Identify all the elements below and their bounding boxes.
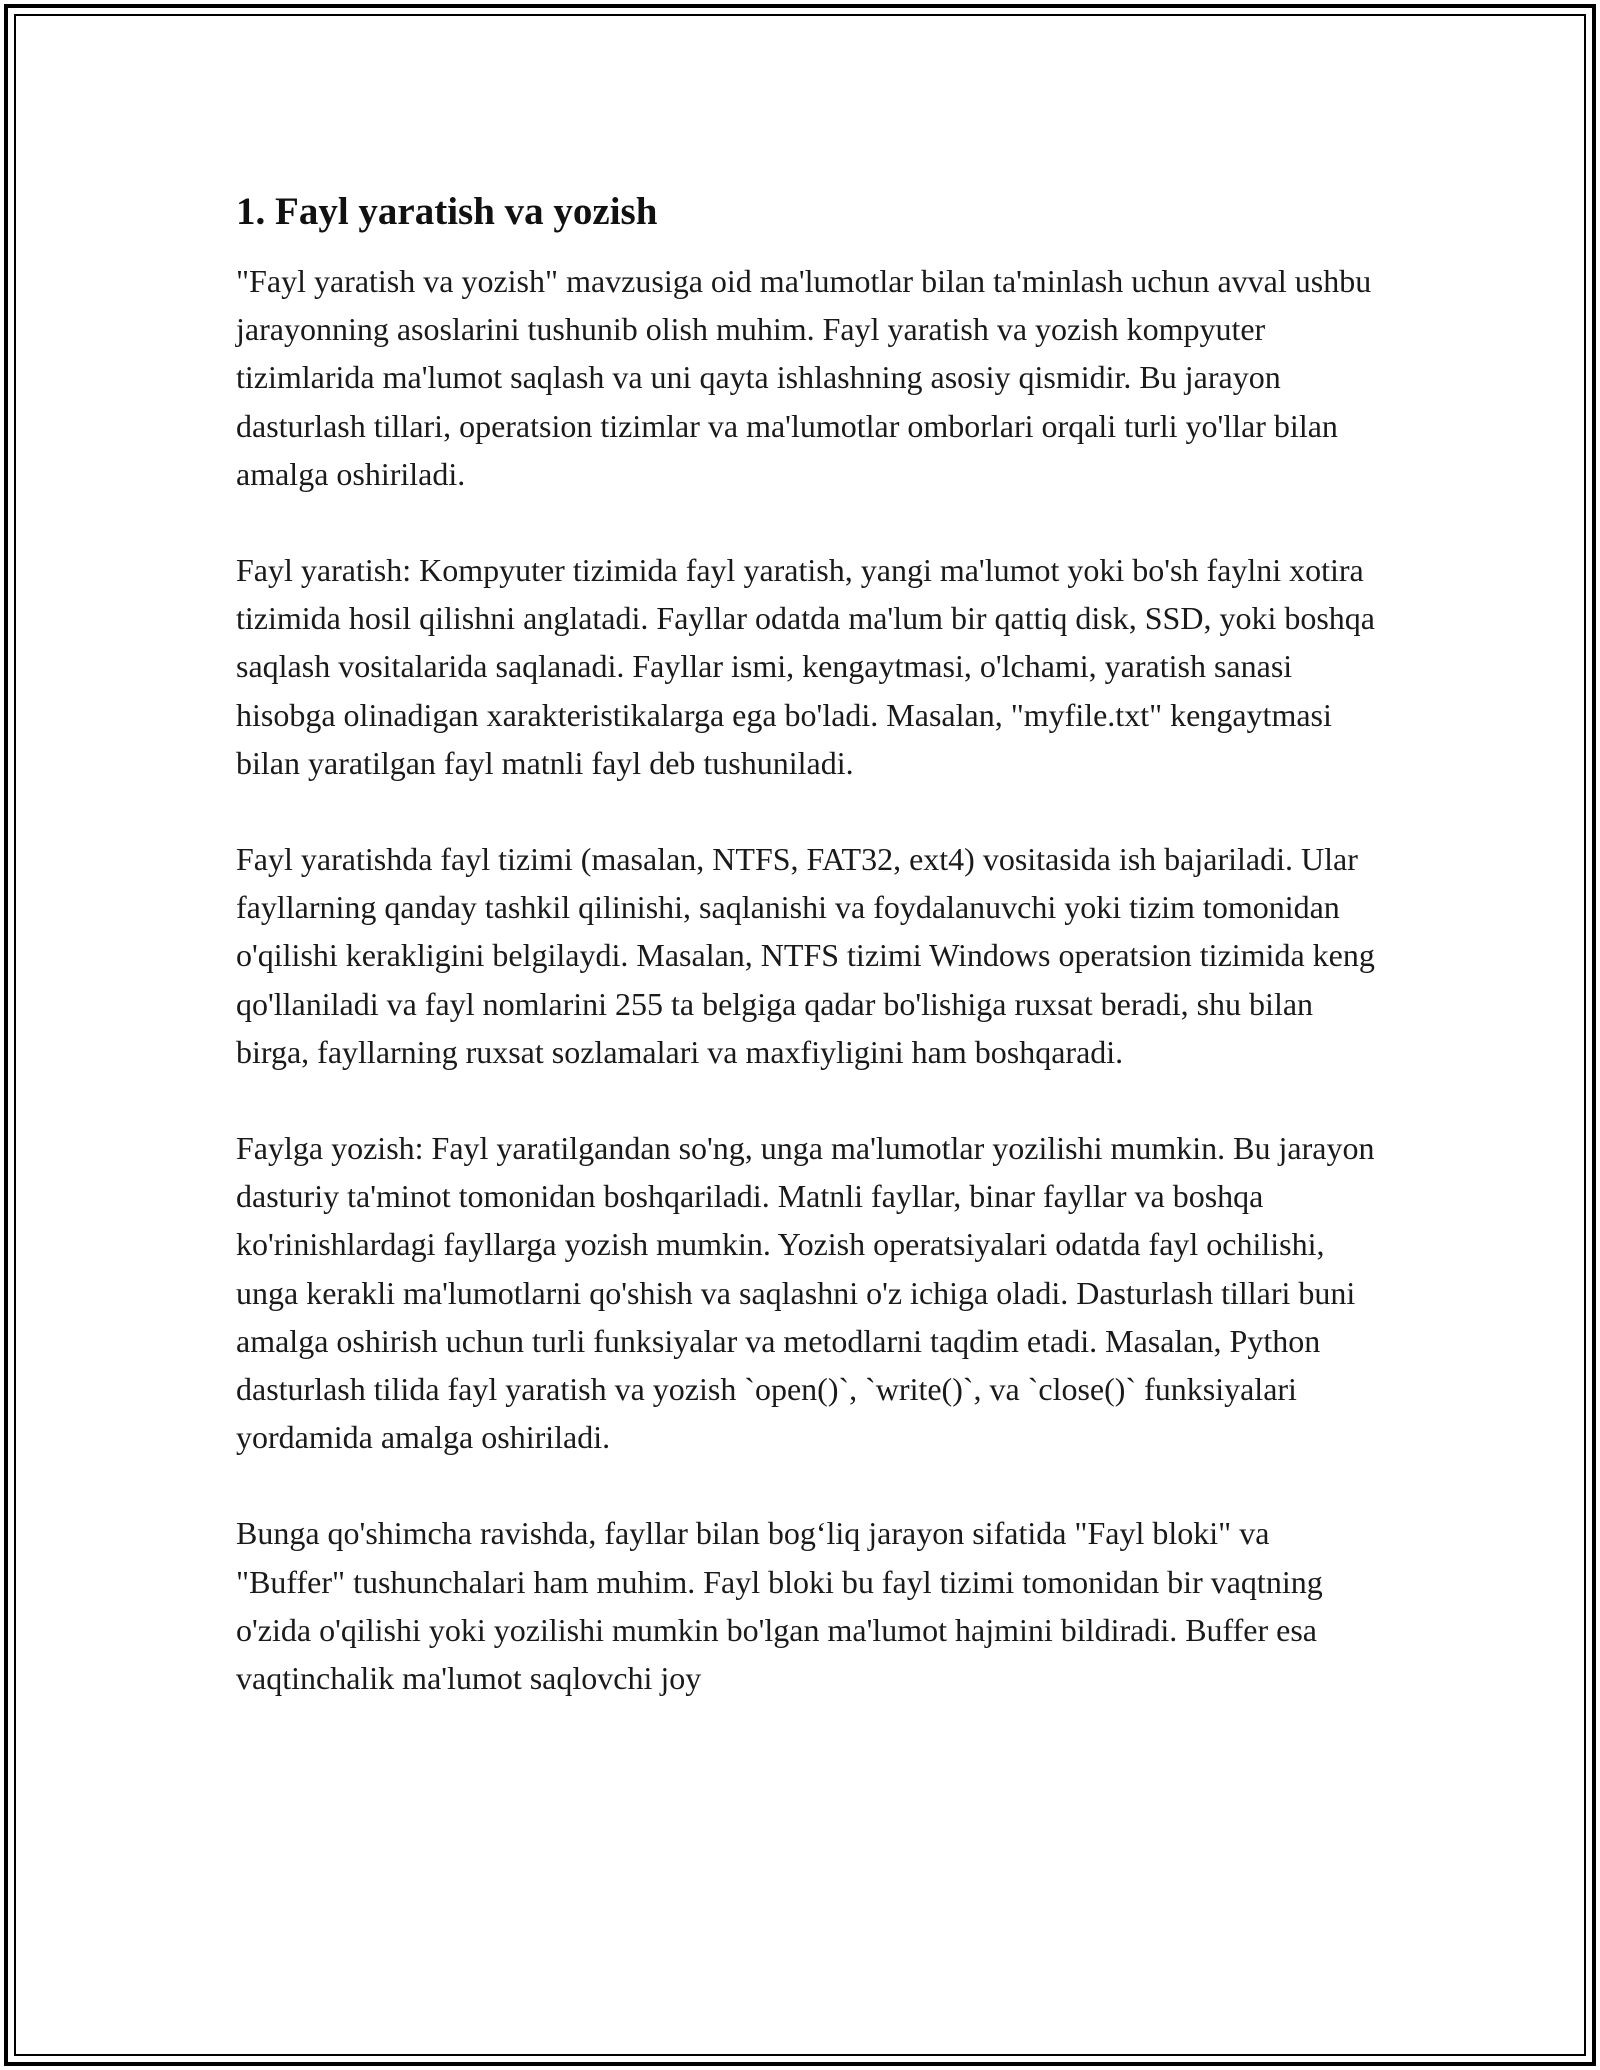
paragraph-block-buffer: Bunga qo'shimcha ravishda, fayllar bilan bog‘liq jarayon sifatida "Fayl bloki" va "Buffer" tushunchalari ham muhim. Fayl bloki bu fayl tizimi tomonidan bir vaqtning o'zida o'qilishi yoki yozilishi mumkin bo'lgan ma'lumot hajmini bildiradi. Buffer esa vaqtinchalik ma'lumot saqlovchi joy — [236, 1515, 1323, 1697]
section-heading: 1. Fayl yaratish va yozish — [236, 190, 658, 233]
paragraph-intro: "Fayl yaratish va yozish" mavzusiga oid ma'lumotlar bilan ta'minlash uchun avval ushbu jarayonning asoslarini tushunib olish muhim. Fayl yaratish va yozish kompyuter tizimlarida ma'lumot saqlash va uni qayta ishlashning asosiy qismidir. Bu jarayon dasturlash tillari, operatsion tizimlar va ma'lumotlar omborlari orqali turli yo'llar bilan amalga oshiriladi. — [236, 263, 1372, 492]
paragraph-file-writing: Faylga yozish: Fayl yaratilgandan so'ng, unga ma'lumotlar yozilishi mumkin. Bu jarayon dasturiy ta'minot tomonidan boshqariladi. Matnli fayllar, binar fayllar va boshqa ko'rinishlardagi fayllarga yozish mumkin. Yozish operatsiyalari odatda fayl ochilishi, unga kerakli ma'lumotlarni qo'shish va saqlashni o'z ichiga oladi. Dasturlash tillari buni amalga oshirish uchun turli funksiyalar va metodlarni taqdim etadi. Masalan, Python dasturlash tilida fayl yaratish va yozish `open()`, `write()`, va `close()` funksiyalari yordamida amalga oshiriladi. — [236, 1130, 1375, 1456]
paragraph-file-system: Fayl yaratishda fayl tizimi (masalan, NTFS, FAT32, ext4) vositasida ish bajariladi. Ular fayllarning qanday tashkil qilinishi, saqlanishi va foydalanuvchi yoki tizim tomonidan o'qilishi kerakligini belgilaydi. Masalan, NTFS tizimi Windows operatsion tizimida keng qo'llaniladi va fayl nomlarini 255 ta belgiga qadar bo'lishiga ruxsat beradi, shu bilan birga, fayllarning ruxsat sozlamalari va maxfiyligini ham boshqaradi. — [236, 841, 1375, 1070]
paragraph-file-creation: Fayl yaratish: Kompyuter tizimida fayl yaratish, yangi ma'lumot yoki bo'sh faylni xotira tizimida hosil qilishni anglatadi. Fayllar odatda ma'lum bir qattiq disk, SSD, yoki boshqa saqlash vositalarida saqlanadi. Fayllar ismi, kengaytmasi, o'lchami, yaratish sanasi hisobga olinadigan xarakteristikalarga ega bo'ladi. Masalan, "myfile.txt" kengaytmasi bilan yaratilgan fayl matnli fayl deb tushuniladi. — [236, 552, 1375, 781]
document-body — [236, 188, 1376, 1750]
